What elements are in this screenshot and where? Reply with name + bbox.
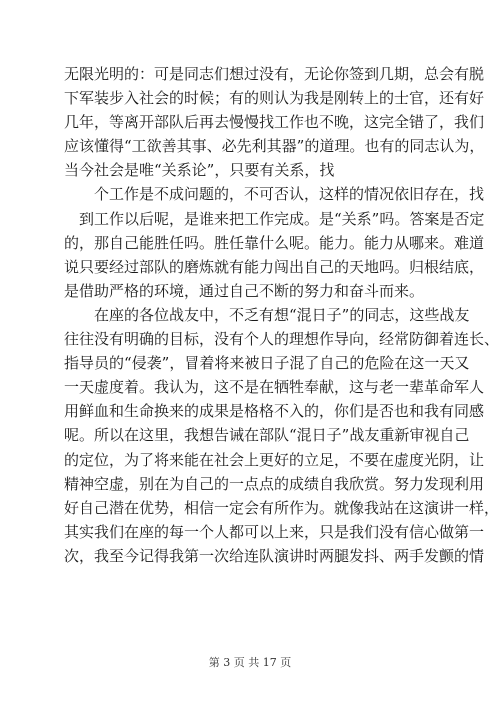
text-line: 到工作以后呢，是谁来把工作完成。是“关系”吗。答案是否定 bbox=[64, 209, 485, 228]
text-line: 往往没有明确的目标，没有个人的理想作导向，经常防御着连长、 bbox=[64, 330, 500, 349]
text-line: 个工作是不成问题的，不可否认，这样的情况依旧存在，找 bbox=[64, 185, 485, 204]
text-line: 应该懂得“工欲善其事、必先利其器”的道理。也有的同志认为， bbox=[64, 137, 485, 156]
text-line: 在座的各位战友中，不乏有想“混日子”的同志，这些战友 bbox=[64, 305, 470, 324]
text-line: 几年，等离开部队后再去慢慢找工作也不晚，这完全错了，我们 bbox=[64, 113, 485, 132]
page-number-footer: 第 3 页 共 17 页 bbox=[208, 656, 292, 669]
text-line: 指导员的“侵袭”，冒着将来被日子混了自己的危险在这一天又 bbox=[64, 354, 470, 373]
text-line: 一天虚度着。我认为，这不是在牺牲奉献，这与老一辈革命军人 bbox=[64, 378, 485, 397]
document-body bbox=[64, 62, 500, 568]
text-line: 是借助严格的环境，通过自己不断的努力和奋斗而来。 bbox=[64, 281, 425, 300]
text-line: 好自己潜在优势，相信一定会有所作为。就像我站在这演讲一样， bbox=[64, 498, 500, 517]
text-line: 其实我们在座的每一个人都可以上来，只是我们没有信心做第一 bbox=[64, 522, 485, 541]
text-line: 当今社会是唯“关系论”，只要有关系，找 bbox=[64, 161, 335, 180]
text-line: 的定位，为了将来能在社会上更好的立足，不要在虚度光阴，让 bbox=[64, 450, 485, 469]
text-line: 用鲜血和生命换来的成果是格格不入的，你们是否也和我有同感 bbox=[64, 402, 485, 421]
text-line: 说只要经过部队的磨炼就有能力闯出自己的天地吗。归根结底， bbox=[64, 257, 485, 276]
text-line: 呢。所以在这里，我想告诫在部队“混日子”战友重新审视自己 bbox=[64, 426, 470, 445]
text-line: 精神空虚，别在为自己的一点点的成绩自我欣赏。努力发现利用 bbox=[64, 474, 485, 493]
text-line: 的，那自己能胜任吗。胜任靠什么呢。能力。能力从哪来。难道 bbox=[64, 233, 485, 252]
text-line: 无限光明的：可是同志们想过没有，无论你签到几期，总会有脱 bbox=[64, 65, 485, 83]
text-line: 下军装步入社会的时候；有的则认为我是刚转上的士官，还有好 bbox=[64, 89, 485, 108]
text-line: 次，我至今记得我第一次给连队演讲时两腿发抖、两手发颤的情 bbox=[64, 546, 485, 565]
